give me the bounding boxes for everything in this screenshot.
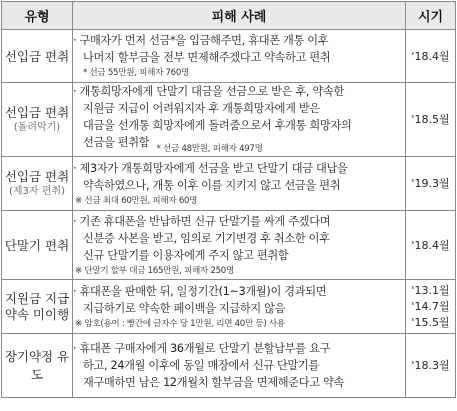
type-label: 선입금 편취: [4, 169, 70, 184]
type-sublabel: (제3자 편취): [9, 186, 65, 197]
table-row: [2, 280, 456, 334]
case-line: 나머지 할부금을 전부 면제해주겠다고 약속하고 편취: [83, 51, 331, 64]
time-cell: [406, 211, 456, 280]
case-note: ※ 선금 최대 60만원, 피해자 60명: [75, 195, 198, 206]
case-line: · 구매자가 먼저 선금*을 입금해주면, 휴대폰 개통 이후: [73, 34, 329, 47]
case-note: * 선금 55만원, 피해자 760명: [83, 68, 190, 78]
type-label: 선입금 편취: [4, 48, 70, 64]
case-line: 하고, 24개월 이후에 동일 매장에서 신규 단말기를: [83, 359, 320, 372]
time-label: '19.3월: [411, 177, 450, 190]
time-cell: [406, 334, 456, 398]
header-time: 시기: [406, 2, 456, 30]
case-line: 재구매하면 남은 12개월치 할부금을 면제해준다고 약속: [83, 376, 345, 389]
time-cell: [406, 157, 456, 211]
case-cell: [73, 334, 406, 398]
table-row: [2, 157, 456, 211]
type-label: 지원금 지급 약속 미이행: [4, 290, 70, 322]
type-cell: [2, 83, 73, 157]
time-label: '15.5월: [411, 315, 450, 329]
case-line: · 휴대폰 구매자에게 36개월로 단말기 분할납부를 요구: [73, 342, 331, 355]
case-cell: [73, 211, 406, 280]
case-cell: [73, 157, 406, 211]
time-cell: [406, 30, 456, 83]
header-row: [2, 2, 456, 30]
type-label: 선입금 편취: [4, 105, 70, 120]
type-cell: [2, 280, 73, 334]
table-row: [2, 211, 456, 280]
time-cell: [406, 83, 456, 157]
case-line: · 제3자가 개통희망자에게 선금을 받고 단말기 대금 대납을: [73, 161, 348, 175]
case-cell: [73, 280, 406, 334]
type-cell: [2, 211, 73, 280]
case-line: · 기존 휴대폰을 반납하면 신규 단말기를 싸게 주겠다며: [73, 214, 331, 228]
table-row: [2, 334, 456, 398]
type-label: 장기약정 유도: [4, 348, 70, 382]
case-line: 지원금 지급이 어려워지자 후 개통희망자에게 받은: [83, 102, 320, 115]
time-cell: [406, 280, 456, 334]
time-label: '18.5월: [411, 113, 450, 126]
time-label: '13.1월: [411, 283, 450, 297]
time-label: '18.4월: [411, 49, 450, 63]
type-label: 단말기 편취: [4, 237, 70, 253]
time-label: '18.3월: [411, 359, 450, 372]
case-note: ※ 단말기 할부 대금 165만원, 피해자 250명: [75, 265, 234, 276]
type-cell: [2, 334, 73, 398]
case-line: · 개통희망자에게 단말기 대금을 선금으로 받은 후, 약속한: [73, 85, 344, 98]
case-cell: [73, 30, 406, 83]
time-label: '18.4월: [411, 238, 450, 252]
case-line: 약속하였으나, 개통 이후 이를 지키지 않고 선금을 편취: [83, 178, 341, 192]
type-cell: [2, 30, 73, 83]
case-line: 신분증 사본을 받고, 임의로 기기변경 후 취소한 이후: [83, 231, 330, 245]
case-line: 선금을 편취함: [83, 136, 150, 149]
case-line: 대금을 선개통 희망자에게 돌려줌으로서 후개통 희망자의: [83, 119, 352, 132]
type-sublabel: (돌려막기): [13, 122, 61, 133]
damage-cases-table: [1, 1, 456, 398]
table-row: [2, 30, 456, 83]
header-case: 피해 사례: [73, 2, 406, 30]
table-row: [2, 83, 456, 157]
case-note: * 선금 48만원, 피해자 497명: [156, 144, 263, 154]
case-cell: [73, 83, 406, 157]
case-line: · 휴대폰을 판매한 뒤, 일정기간(1~3개월)이 경과되면: [73, 284, 327, 298]
header-type: 유형: [2, 2, 73, 30]
case-note: ※ 암호(용어 : 빵간에 글자수 당 1만원, 리면 40만 등) 사용: [75, 318, 285, 329]
case-line: 신규 단말기를 이용자에게 주지 않고 편취함: [83, 248, 289, 262]
type-cell: [2, 157, 73, 211]
case-line: 지급하기로 약속한 페이백을 지급하지 않음: [83, 301, 286, 315]
time-label: '14.7월: [411, 299, 450, 313]
